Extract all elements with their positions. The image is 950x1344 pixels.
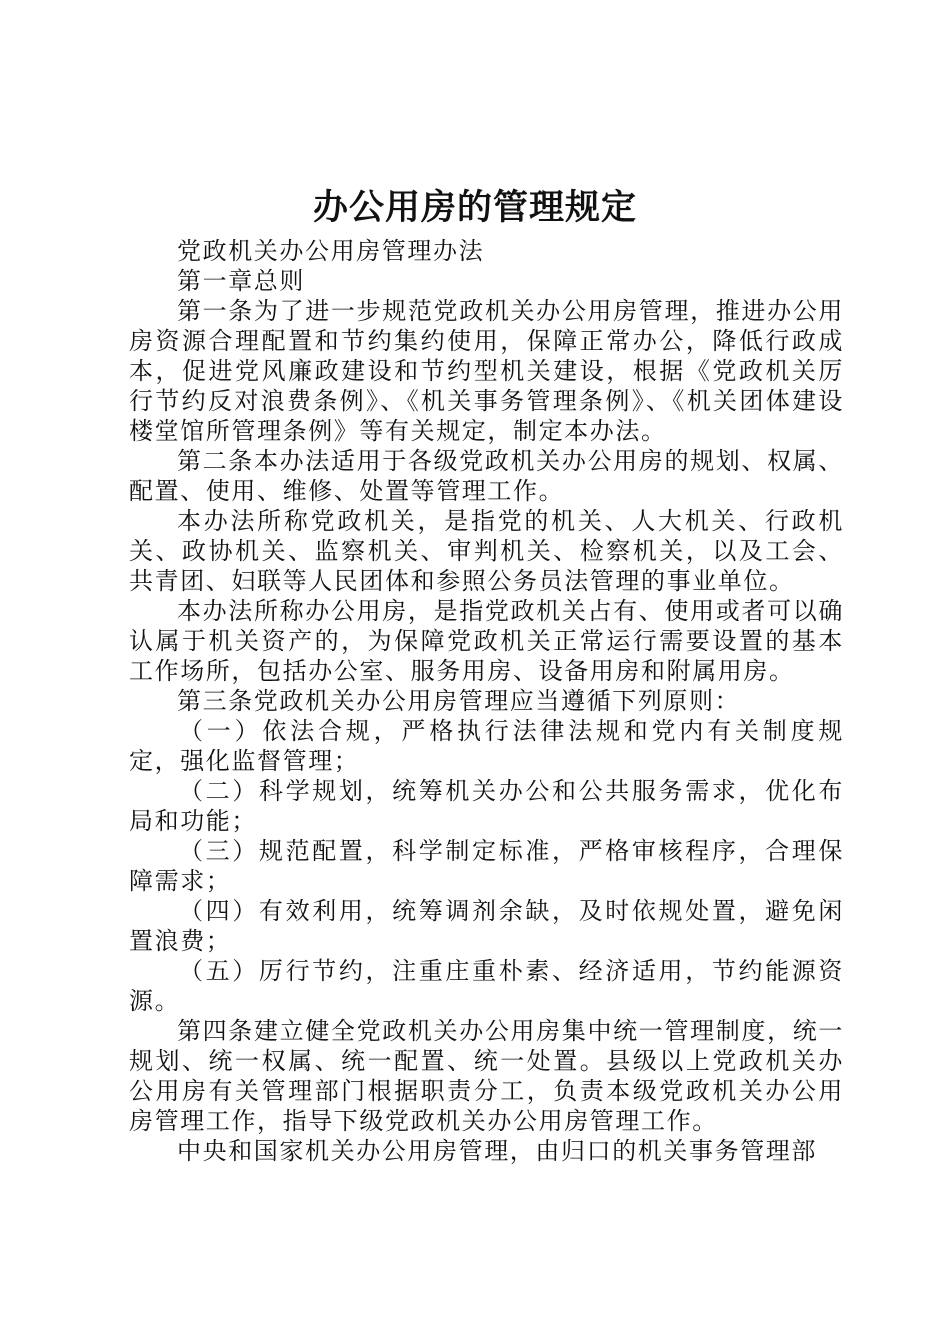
principle-1-item: （一）依法合规，严格执行法律法规和党内有关制度规定，强化监督管理；: [129, 717, 844, 775]
central-management-paragraph: 中央和国家机关办公用房管理，由归口的机关事务管理部: [177, 1137, 817, 1165]
definition-agencies-paragraph: 本办法所称党政机关，是指党的机关、人大机关、行政机关、政协机关、监察机关、审判机关、检察机关，以及工会、共青团、妇联等人民团体和参照公务员法管理的事业单位。: [129, 507, 844, 595]
principle-2-item: （二）科学规划，统筹机关办公和公共服务需求，优化布局和功能；: [129, 777, 844, 835]
subtitle-paragraph: 党政机关办公用房管理办法: [177, 237, 485, 265]
article-4-paragraph: 第四条建立健全党政机关办公用房集中统一管理制度，统一规划、统一权属、统一配置、统一处置。县级以上党政机关办公用房有关管理部门根据职责分工，负责本级党政机关办公用房管理工作，指导下级党政机关办公用房管理工作。: [129, 1017, 844, 1135]
principle-4-item: （四）有效利用，统筹调剂余缺，及时依规处置，避免闲置浪费；: [129, 897, 844, 955]
article-3-paragraph: 第三条党政机关办公用房管理应当遵循下列原则：: [177, 687, 741, 715]
principle-3-item: （三）规范配置，科学制定标准，严格审核程序，合理保障需求；: [129, 837, 844, 895]
principle-5-item: （五）厉行节约，注重庄重朴素、经济适用，节约能源资源。: [129, 957, 844, 1015]
article-2-paragraph: 第二条本办法适用于各级党政机关办公用房的规划、权属、配置、使用、维修、处置等管理工作。: [129, 447, 844, 505]
document-title: 办公用房的管理规定: [312, 187, 637, 228]
chapter-heading: 第一章总则: [177, 267, 305, 295]
article-1-paragraph: 第一条为了进一步规范党政机关办公用房管理，推进办公用房资源合理配置和节约集约使用，保障正常办公，降低行政成本，促进党风廉政建设和节约型机关建设，根据《党政机关厉行节约反对浪费条例》、《机关事务管理条例》、《机关团体建设楼堂馆所管理条例》等有关规定，制定本办法。: [129, 297, 844, 445]
definition-office-space-paragraph: 本办法所称办公用房，是指党政机关占有、使用或者可以确认属于机关资产的，为保障党政机关正常运行需要设置的基本工作场所，包括办公室、服务用房、设备用房和附属用房。: [129, 597, 844, 685]
document-body: [129, 236, 844, 1166]
